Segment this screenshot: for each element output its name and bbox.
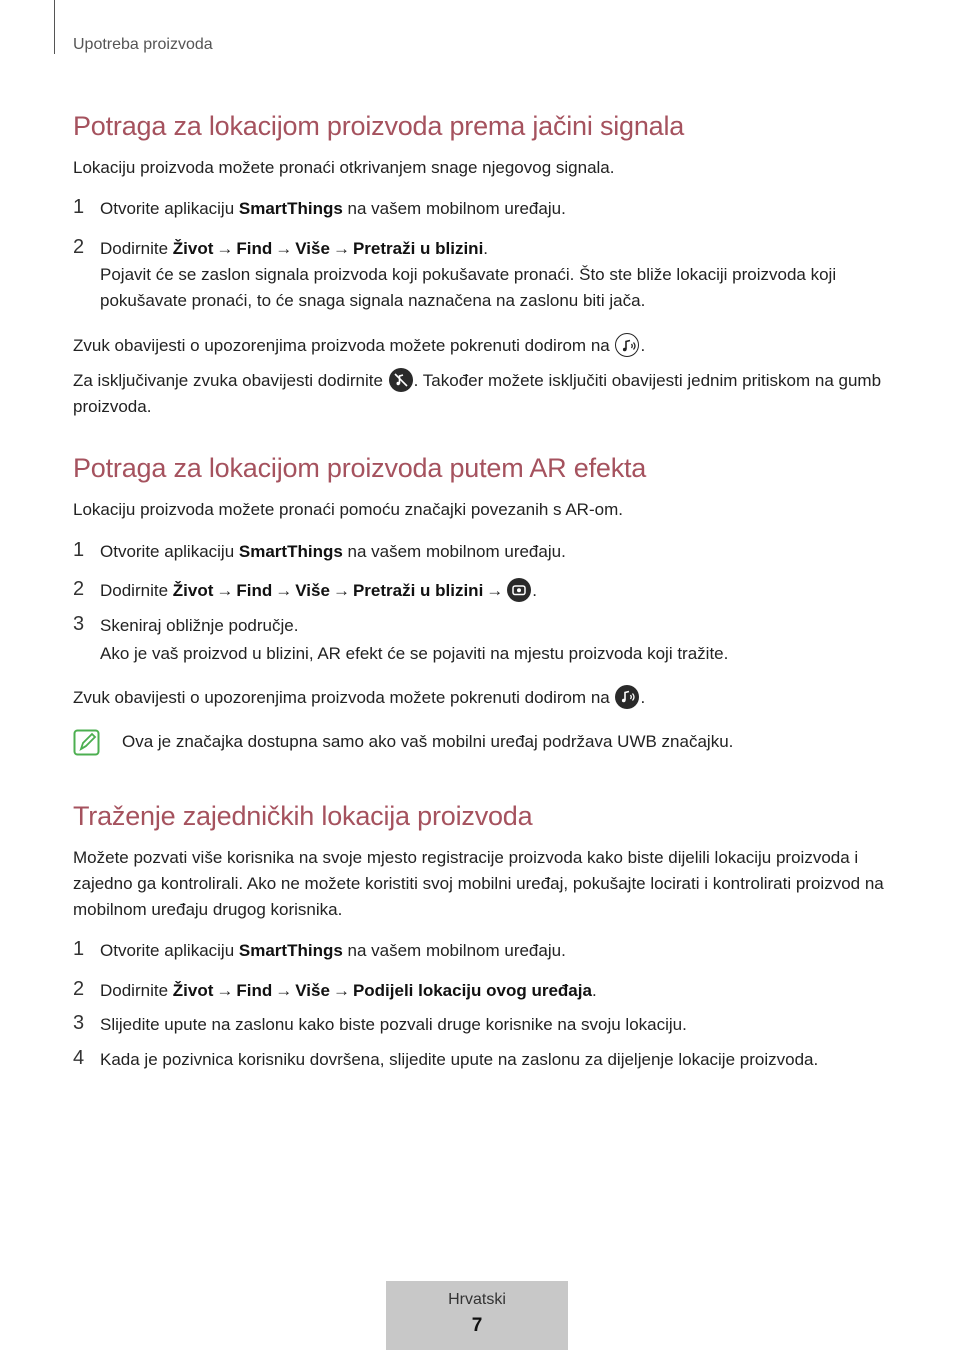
arrow-icon: → bbox=[332, 239, 350, 258]
running-header: Upotreba proizvoda bbox=[73, 36, 213, 53]
step-item: 1 Otvorite aplikaciju SmartThings na vašem mobilnom uređaju. bbox=[73, 196, 566, 218]
margin-rule bbox=[54, 0, 55, 54]
step-number: 3 bbox=[73, 1012, 85, 1034]
sound-icon bbox=[615, 685, 639, 709]
arrow-icon: → bbox=[275, 581, 293, 600]
arrow-icon: → bbox=[486, 581, 504, 600]
arrow-icon: → bbox=[332, 581, 350, 600]
ar-camera-icon bbox=[507, 578, 531, 602]
section-title-signal: Potraga za lokacijom proizvoda prema jačini signala bbox=[73, 111, 685, 141]
step-number: 2 bbox=[73, 578, 85, 600]
section-title-ar: Potraga za lokacijom proizvoda putem AR efekta bbox=[73, 453, 647, 483]
step-number: 2 bbox=[73, 236, 85, 258]
paragraph-mute: Za isključivanje zvuka obavijesti dodirnite . Također možete isključiti obavijesti jednim pritiskom na gumb proizvoda. bbox=[73, 368, 888, 420]
paragraph-sound: Zvuk obavijesti o upozorenjima proizvoda možete pokrenuti dodirom na . bbox=[73, 333, 888, 359]
app-name: SmartThings bbox=[238, 542, 343, 561]
step-number: 3 bbox=[73, 613, 85, 635]
arrow-icon: → bbox=[275, 981, 293, 1000]
step-number: 4 bbox=[73, 1047, 85, 1069]
arrow-icon: → bbox=[216, 981, 234, 1000]
step-number: 2 bbox=[73, 978, 85, 1000]
step-number: 1 bbox=[73, 938, 85, 960]
arrow-icon: → bbox=[332, 981, 350, 1000]
page-footer bbox=[386, 1281, 568, 1350]
section-intro: Lokaciju proizvoda možete pronaći otkrivanjem snage njegovog signala. bbox=[73, 158, 615, 177]
step-detail: Pojavit će se zaslon signala proizvoda koji pokušavate pronaći. Što ste bliže lokaciji proizvoda koji pokušavate pronaći, to će snaga signala naznačena na zaslonu biti jača. bbox=[100, 265, 837, 310]
step-item: 1 Otvorite aplikaciju SmartThings na vašem mobilnom uređaju. bbox=[73, 938, 566, 960]
arrow-icon: → bbox=[216, 239, 234, 258]
step-item: 3 Slijedite upute na zaslonu kako biste pozvali druge korisnike na svoju lokaciju. bbox=[73, 1012, 687, 1034]
step-detail: Ako je vaš proizvod u blizini, AR efekt će se pojaviti na mjestu proizvoda koji tražite. bbox=[100, 644, 729, 663]
section-intro: Možete pozvati više korisnika na svoje mjesto registracije proizvoda kako biste dijelili lokaciju proizvoda i zajedno ga kontrolirali. Ako ne možete koristiti svoj mobilni uređaj, pokušajte locirati i kontrolirati proizvod na mobilnom uređaju drugog korisnika. bbox=[73, 848, 884, 919]
step-number: 1 bbox=[73, 196, 85, 218]
section-intro: Lokaciju proizvoda možete pronaći pomoću značajki povezanih s AR-om. bbox=[73, 500, 623, 519]
app-name: SmartThings bbox=[238, 199, 343, 218]
arrow-icon: → bbox=[275, 239, 293, 258]
note-icon bbox=[73, 729, 100, 756]
step-item: 2 Dodirnite Život → Find → Više → Pretraži u blizini. Pojavit će se zaslon signala proizvoda koji pokušavate pronaći. Što ste bliže lokaciji proizvoda koji pokušavate pronaći, to će snaga signala naznačena na zaslonu biti jača. bbox=[73, 236, 888, 314]
note-text: Ova je značajka dostupna samo ako vaš mobilni uređaj podržava UWB značajku. bbox=[122, 732, 734, 751]
arrow-icon: → bbox=[216, 581, 234, 600]
sound-icon bbox=[615, 333, 639, 357]
step-item: 2 Dodirnite Život → Find → Više → Podijeli lokaciju ovog uređaja. bbox=[73, 978, 888, 1004]
step-item: 2 Dodirnite Život → Find → Više → Pretraži u blizini → . bbox=[73, 578, 888, 604]
step-number: 1 bbox=[73, 539, 85, 561]
app-name: SmartThings bbox=[238, 941, 343, 960]
step-item: 4 Kada je pozivnica korisniku dovršena, slijedite upute na zaslonu za dijeljenje lokacije proizvoda. bbox=[73, 1047, 819, 1069]
step-item: 3 Skeniraj obližnje područje. Ako je vaš proizvod u blizini, AR efekt će se pojaviti na mjestu proizvoda koji tražite. bbox=[73, 613, 888, 667]
paragraph-sound: Zvuk obavijesti o upozorenjima proizvoda možete pokrenuti dodirom na . bbox=[73, 685, 888, 711]
page-number: 7 bbox=[471, 1315, 483, 1336]
footer-language: Hrvatski bbox=[448, 1291, 506, 1308]
section-title-shared: Traženje zajedničkih lokacija proizvoda bbox=[73, 801, 533, 831]
step-item: 1 Otvorite aplikaciju SmartThings na vašem mobilnom uređaju. bbox=[73, 539, 566, 561]
mute-icon bbox=[389, 368, 413, 392]
